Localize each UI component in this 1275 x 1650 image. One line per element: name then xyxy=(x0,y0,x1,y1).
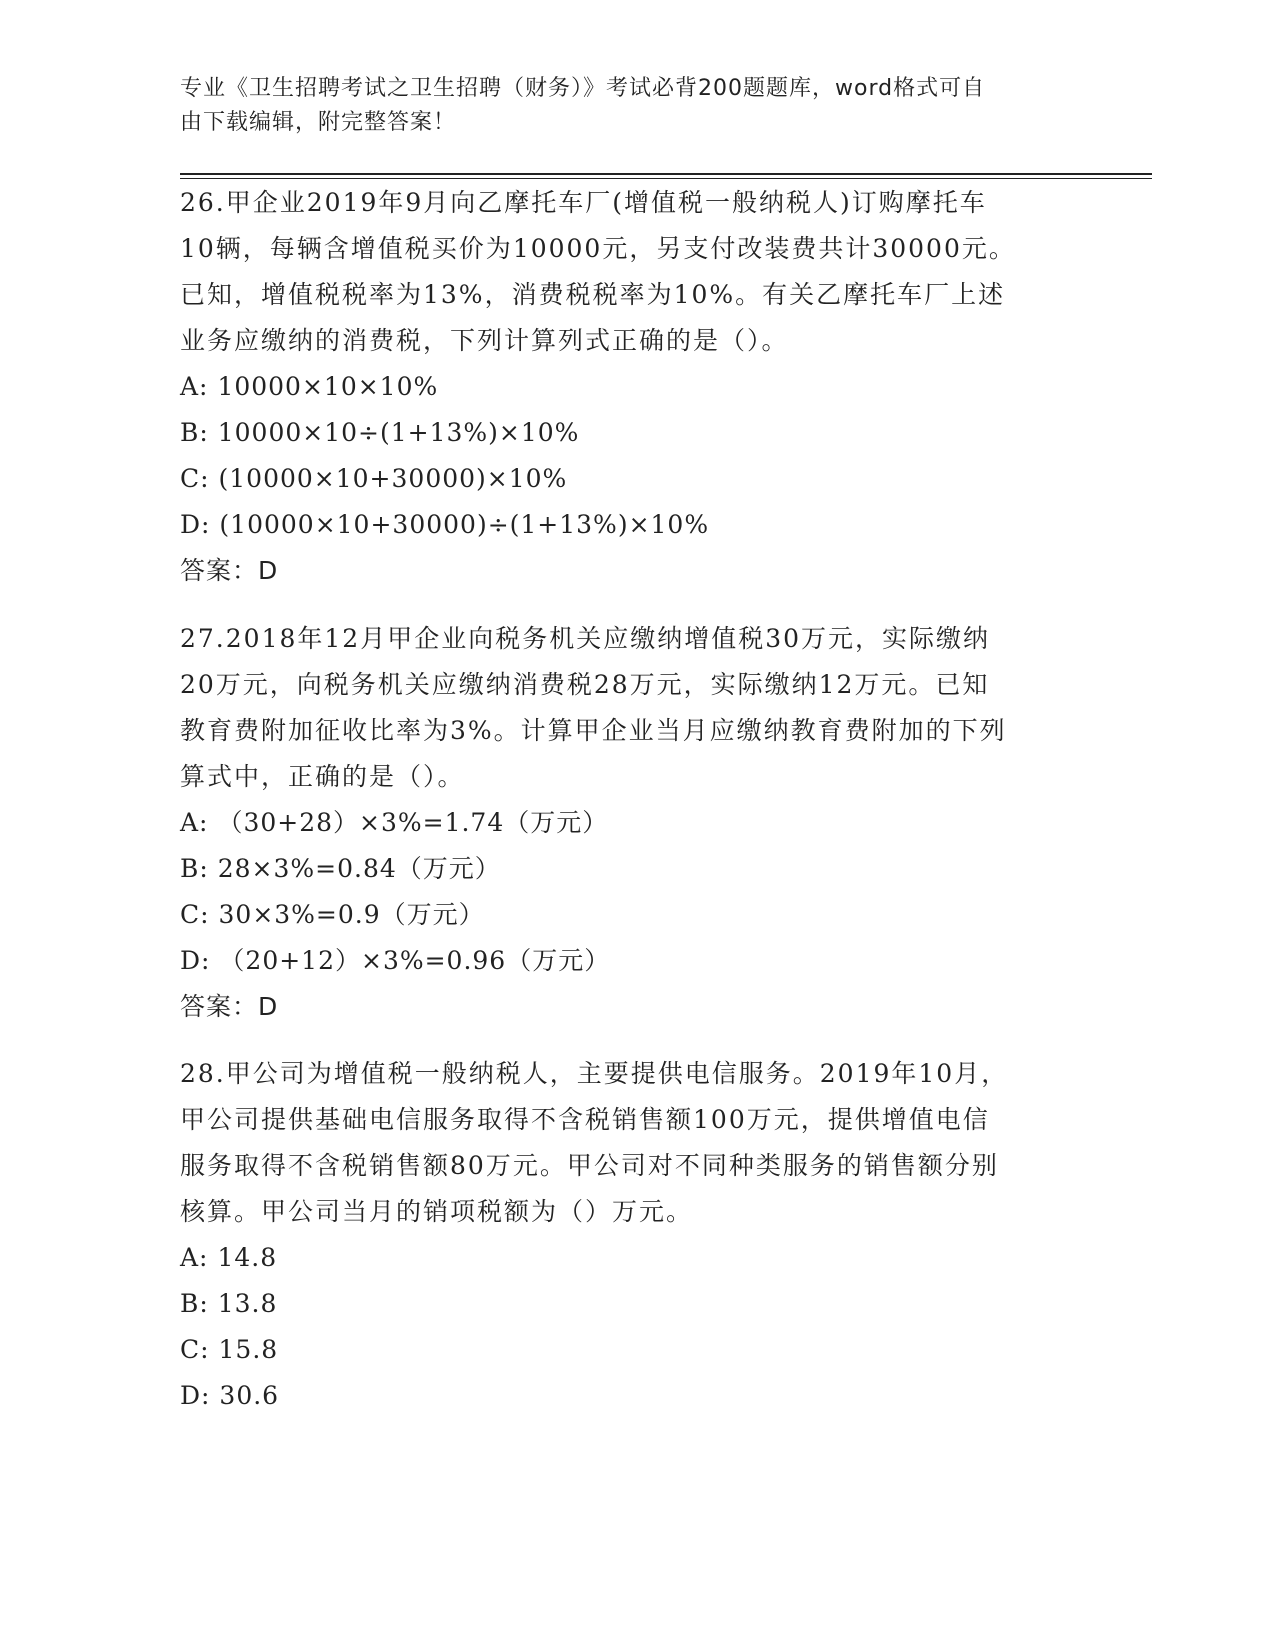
option-key: A: xyxy=(180,372,209,401)
option-c xyxy=(180,1327,1080,1373)
option-text: (10000×10+30000)÷(1+13%)×10% xyxy=(219,510,710,539)
option-key: B: xyxy=(180,854,209,883)
option-key: C: xyxy=(180,1335,210,1364)
question-26 xyxy=(180,180,1080,594)
header-divider-thick xyxy=(180,173,1152,175)
option-b xyxy=(180,846,1080,892)
option-key: D: xyxy=(180,510,211,539)
question-stem-line: 10辆，每辆含增值税买价为10000元，另支付改装费共计30000元。 xyxy=(180,234,1016,263)
option-a xyxy=(180,800,1080,846)
question-stem-line: 20万元，向税务机关应缴纳消费税28万元，实际缴纳12万元。已知 xyxy=(180,670,990,699)
document-header xyxy=(180,72,1060,140)
header-line-2: 由下载编辑，附完整答案！ xyxy=(180,110,457,135)
option-d xyxy=(180,502,1080,548)
option-c xyxy=(180,892,1080,938)
question-stem-line: 教育费附加征收比率为3%。计算甲企业当月应缴纳教育费附加的下列 xyxy=(180,716,1007,745)
option-key: D: xyxy=(180,1381,211,1410)
question-stem-line: 业务应缴纳的消费税，下列计算列式正确的是（）。 xyxy=(180,326,789,355)
option-text: 14.8 xyxy=(217,1243,278,1272)
option-text: 28×3%=0.84（万元） xyxy=(217,854,501,883)
option-c xyxy=(180,456,1080,502)
question-stem-line: 已知，增值税税率为13%，消费税税率为10%。有关乙摩托车厂上述 xyxy=(180,280,1006,309)
option-text: （30+28）×3%=1.74（万元） xyxy=(217,808,609,837)
option-text: 10000×10÷(1+13%)×10% xyxy=(217,418,580,447)
option-text: 30×3%=0.9（万元） xyxy=(218,900,485,929)
option-key: B: xyxy=(180,418,209,447)
header-line-1: 专业《卫生招聘考试之卫生招聘（财务）》考试必背200题题库，word格式可自 xyxy=(180,76,986,101)
answer-line: 答案：D xyxy=(180,992,279,1021)
option-b xyxy=(180,410,1080,456)
option-key: C: xyxy=(180,900,210,929)
question-28 xyxy=(180,1051,1080,1419)
option-text: 13.8 xyxy=(217,1289,278,1318)
question-27 xyxy=(180,616,1080,1030)
question-stem-line: 核算。甲公司当月的销项税额为（）万元。 xyxy=(180,1197,694,1226)
question-stem-line: 28.甲公司为增值税一般纳税人，主要提供电信服务。2019年10月， xyxy=(180,1059,1009,1088)
question-stem-line: 27.2018年12月甲企业向税务机关应缴纳增值税30万元，实际缴纳 xyxy=(180,624,991,653)
option-key: B: xyxy=(180,1289,209,1318)
option-key: A: xyxy=(180,1243,209,1272)
option-a xyxy=(180,364,1080,410)
option-text: 15.8 xyxy=(218,1335,279,1364)
option-text: (10000×10+30000)×10% xyxy=(218,464,568,493)
answer-line: 答案：D xyxy=(180,556,279,585)
option-text: 10000×10×10% xyxy=(217,372,439,401)
option-text: （20+12）×3%=0.96（万元） xyxy=(219,946,611,975)
question-stem-line: 甲公司提供基础电信服务取得不含税销售额100万元，提供增值电信 xyxy=(180,1105,990,1134)
question-stem-line: 26.甲企业2019年9月向乙摩托车厂(增值税一般纳税人)订购摩托车 xyxy=(180,188,987,217)
option-key: D: xyxy=(180,946,211,975)
option-a xyxy=(180,1235,1080,1281)
option-key: C: xyxy=(180,464,210,493)
option-key: A: xyxy=(180,808,209,837)
question-stem-line: 服务取得不含税销售额80万元。甲公司对不同种类服务的销售额分别 xyxy=(180,1151,999,1180)
option-d xyxy=(180,938,1080,984)
header-divider-thin xyxy=(180,178,1152,179)
option-d xyxy=(180,1373,1080,1419)
option-text: 30.6 xyxy=(219,1381,280,1410)
question-stem-line: 算式中，正确的是（）。 xyxy=(180,762,465,791)
option-b xyxy=(180,1281,1080,1327)
